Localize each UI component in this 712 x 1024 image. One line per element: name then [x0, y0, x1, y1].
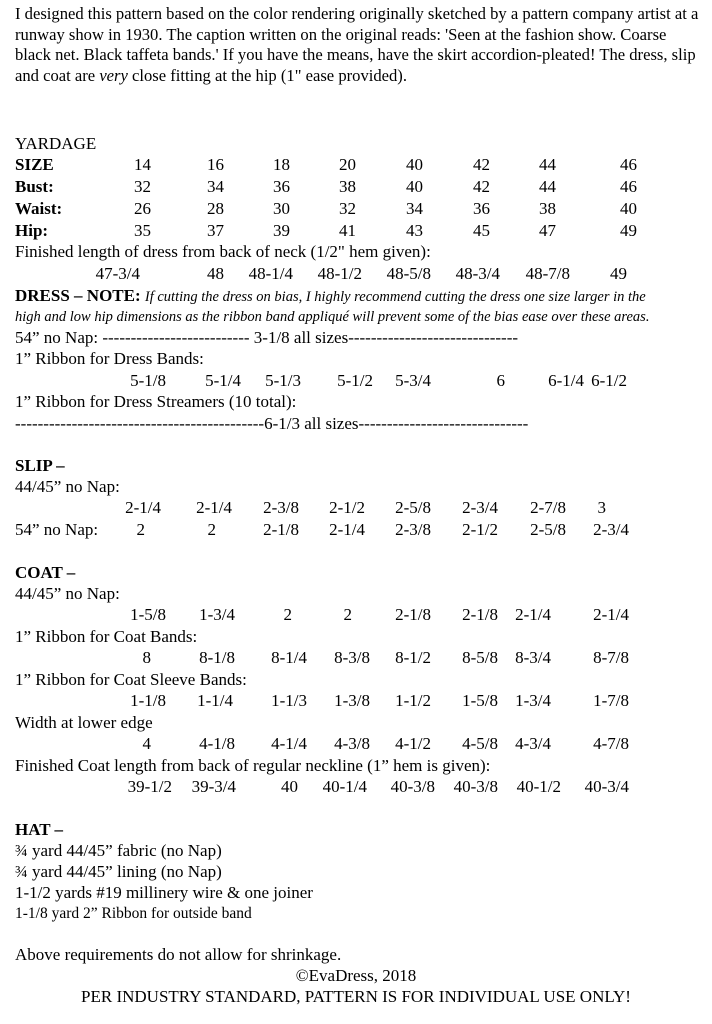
intro-emphasis: very — [99, 65, 128, 85]
table-cell: 49 — [610, 264, 627, 283]
table-cell: 49 — [620, 221, 637, 240]
finished-length-label: Finished length of dress from back of neck (1/2" hem given): — [15, 242, 431, 261]
table-cell: 36 — [273, 177, 290, 196]
table-cell: 4-5/8 — [462, 734, 498, 753]
hat-line: ¾ yard 44/45” fabric (no Nap) — [15, 841, 222, 860]
table-cell: 28 — [207, 199, 224, 218]
table-cell: 2 — [283, 605, 292, 624]
table-cell: 1-7/8 — [593, 691, 629, 710]
table-cell: 42 — [473, 177, 490, 196]
table-cell: 2-1/8 — [462, 605, 498, 624]
table-cell: 38 — [339, 177, 356, 196]
table-cell: 5-1/8 — [130, 371, 166, 390]
table-cell: 2-3/4 — [462, 498, 498, 517]
table-cell: 5-1/4 — [205, 371, 241, 390]
table-cell: 8-1/2 — [395, 648, 431, 667]
table-cell: 8-5/8 — [462, 648, 498, 667]
table-cell: 32 — [134, 177, 151, 196]
dress-bands-label: 1” Ribbon for Dress Bands: — [15, 349, 204, 368]
table-cell: 30 — [273, 199, 290, 218]
row-label: Waist: — [15, 199, 63, 218]
table-cell: 16 — [207, 155, 224, 174]
table-cell: 40-3/8 — [453, 777, 498, 796]
table-cell: 41 — [339, 221, 356, 240]
dress-nap54-line: 54” no Nap: -------------------------- 3-1/8 all sizes------------------------------ — [15, 328, 519, 347]
yardage-title: YARDAGE — [15, 134, 97, 153]
table-cell: 2-1/4 — [593, 605, 629, 624]
table-cell: 4-7/8 — [593, 734, 629, 753]
table-cell: 14 — [134, 155, 151, 174]
table-cell: 40 — [620, 199, 637, 218]
shrinkage-note: Above requirements do not allow for shrinkage. — [15, 945, 342, 964]
table-cell: 4-3/8 — [334, 734, 370, 753]
dress-note-line2: high and low hip dimensions as the ribbon band appliqué will prevent some of the bias ease over these areas. — [15, 309, 650, 325]
table-cell: 48-7/8 — [525, 264, 570, 283]
table-cell: 4 — [142, 734, 151, 753]
table-cell: 2-1/8 — [395, 605, 431, 624]
table-cell: 2 — [207, 520, 216, 539]
table-cell: 26 — [134, 199, 151, 218]
table-cell: 46 — [620, 155, 637, 174]
table-cell: 45 — [473, 221, 490, 240]
copyright: ©EvaDress, 2018 — [295, 966, 417, 985]
table-cell: 40-3/4 — [584, 777, 629, 796]
table-cell: 40-1/2 — [516, 777, 561, 796]
intro-text-part1: I designed this pattern based on the color rendering originally sketched by a pattern company artist at a runway show in 1930. The caption written on the original reads: 'Seen at the fashion show. Coarse black net. Black taffeta bands.' If you have the means, have the skirt accordion-pleated! The dress, slip and coat are — [15, 4, 699, 85]
table-cell: 8-1/8 — [199, 648, 235, 667]
coat-width-label: Width at lower edge — [15, 713, 153, 732]
table-cell: 1-1/4 — [197, 691, 233, 710]
table-cell: 8-3/8 — [334, 648, 370, 667]
table-cell: 6-1/4 — [548, 371, 584, 390]
table-cell: 42 — [473, 155, 490, 174]
table-cell: 2 — [136, 520, 145, 539]
table-cell: 40-3/8 — [390, 777, 435, 796]
table-cell: 1-3/4 — [515, 691, 551, 710]
table-cell: 1-1/3 — [271, 691, 307, 710]
coat-sleeve-label: 1” Ribbon for Coat Sleeve Bands: — [15, 670, 247, 689]
dress-streamers-line: --------------------------------------------6-1/3 all sizes------------------------------ — [15, 414, 529, 433]
table-cell: 2-1/4 — [196, 498, 232, 517]
table-cell: 8-1/4 — [271, 648, 307, 667]
table-cell: 8-3/4 — [515, 648, 551, 667]
table-cell: 4-3/4 — [515, 734, 551, 753]
table-cell: 8-7/8 — [593, 648, 629, 667]
table-cell: 39-3/4 — [191, 777, 236, 796]
slip-heading: SLIP – — [15, 456, 65, 475]
table-cell: 2-1/4 — [329, 520, 365, 539]
table-cell: 2-5/8 — [395, 498, 431, 517]
table-cell: 4-1/2 — [395, 734, 431, 753]
table-cell: 39 — [273, 221, 290, 240]
table-cell: 40 — [406, 177, 423, 196]
table-cell: 5-1/2 — [337, 371, 373, 390]
table-cell: 2-1/2 — [329, 498, 365, 517]
slip-nap54-label: 54” no Nap: — [15, 520, 99, 539]
table-cell: 35 — [134, 221, 151, 240]
hat-line: 1-1/8 yard 2” Ribbon for outside band — [15, 905, 252, 922]
intro-text-part2: close fitting at the hip (1" ease provided). — [127, 65, 407, 85]
row-label: SIZE — [15, 155, 54, 174]
hat-line: 1-1/2 yards #19 millinery wire & one joiner — [15, 883, 313, 902]
table-cell: 48-1/2 — [317, 264, 362, 283]
table-cell: 18 — [273, 155, 290, 174]
table-cell: 4-1/4 — [271, 734, 307, 753]
table-cell: 47 — [539, 221, 556, 240]
hat-heading: HAT – — [15, 820, 64, 839]
table-cell: 40-1/4 — [322, 777, 367, 796]
table-cell: 8 — [142, 648, 151, 667]
table-cell: 2-5/8 — [530, 520, 566, 539]
table-cell: 32 — [339, 199, 356, 218]
table-cell: 3 — [597, 498, 606, 517]
table-cell: 1-3/8 — [334, 691, 370, 710]
table-cell: 48-5/8 — [386, 264, 431, 283]
table-cell: 38 — [539, 199, 556, 218]
table-cell: 1-3/4 — [199, 605, 235, 624]
table-cell: 2-3/8 — [263, 498, 299, 517]
industry-standard-notice: PER INDUSTRY STANDARD, PATTERN IS FOR INDIVIDUAL USE ONLY! — [81, 987, 631, 1006]
table-cell: 2-1/4 — [125, 498, 161, 517]
table-cell: 2-7/8 — [530, 498, 566, 517]
table-cell: 48-3/4 — [455, 264, 500, 283]
table-cell: 43 — [406, 221, 423, 240]
table-cell: 40 — [406, 155, 423, 174]
table-cell: 37 — [207, 221, 224, 240]
table-cell: 47-3/4 — [95, 264, 140, 283]
slip-nap44-label: 44/45” no Nap: — [15, 477, 120, 496]
table-cell: 1-1/8 — [130, 691, 166, 710]
table-cell: 34 — [207, 177, 224, 196]
table-cell: 44 — [539, 155, 556, 174]
table-cell: 48 — [207, 264, 224, 283]
table-cell: 6 — [496, 371, 505, 390]
table-cell: 2-1/2 — [462, 520, 498, 539]
table-cell: 44 — [539, 177, 556, 196]
table-cell: 5-3/4 — [395, 371, 431, 390]
table-cell: 1-5/8 — [130, 605, 166, 624]
table-cell: 1-5/8 — [462, 691, 498, 710]
table-cell: 2-3/4 — [593, 520, 629, 539]
table-cell: 2-1/8 — [263, 520, 299, 539]
intro-paragraph — [15, 4, 705, 86]
table-cell: 40 — [281, 777, 298, 796]
table-cell: 48-1/4 — [248, 264, 293, 283]
coat-heading: COAT – — [15, 563, 76, 582]
coat-nap44-label: 44/45” no Nap: — [15, 584, 120, 603]
table-cell: 1-1/2 — [395, 691, 431, 710]
table-cell: 34 — [406, 199, 423, 218]
coat-length-label: Finished Coat length from back of regular neckline (1” hem is given): — [15, 756, 491, 775]
table-cell: 2-1/4 — [515, 605, 551, 624]
table-cell: 46 — [620, 177, 637, 196]
table-cell: 2-3/8 — [395, 520, 431, 539]
dress-streamers-label: 1” Ribbon for Dress Streamers (10 total): — [15, 392, 297, 411]
hat-line: ¾ yard 44/45” lining (no Nap) — [15, 862, 222, 881]
row-label: Bust: — [15, 177, 54, 196]
table-cell: 20 — [339, 155, 356, 174]
coat-bands-label: 1” Ribbon for Coat Bands: — [15, 627, 198, 646]
dress-heading: DRESS – NOTE: — [15, 286, 141, 305]
table-cell: 36 — [473, 199, 490, 218]
table-cell: 2 — [343, 605, 352, 624]
dress-note-line1 — [15, 286, 646, 307]
table-cell: 4-1/8 — [199, 734, 235, 753]
table-cell: 5-1/3 — [265, 371, 301, 390]
dress-note-text1: If cutting the dress on bias, I highly recommend cutting the dress one size larger in the — [144, 289, 646, 305]
table-cell: 6-1/2 — [591, 371, 627, 390]
row-label: Hip: — [15, 221, 49, 240]
table-cell: 39-1/2 — [127, 777, 172, 796]
